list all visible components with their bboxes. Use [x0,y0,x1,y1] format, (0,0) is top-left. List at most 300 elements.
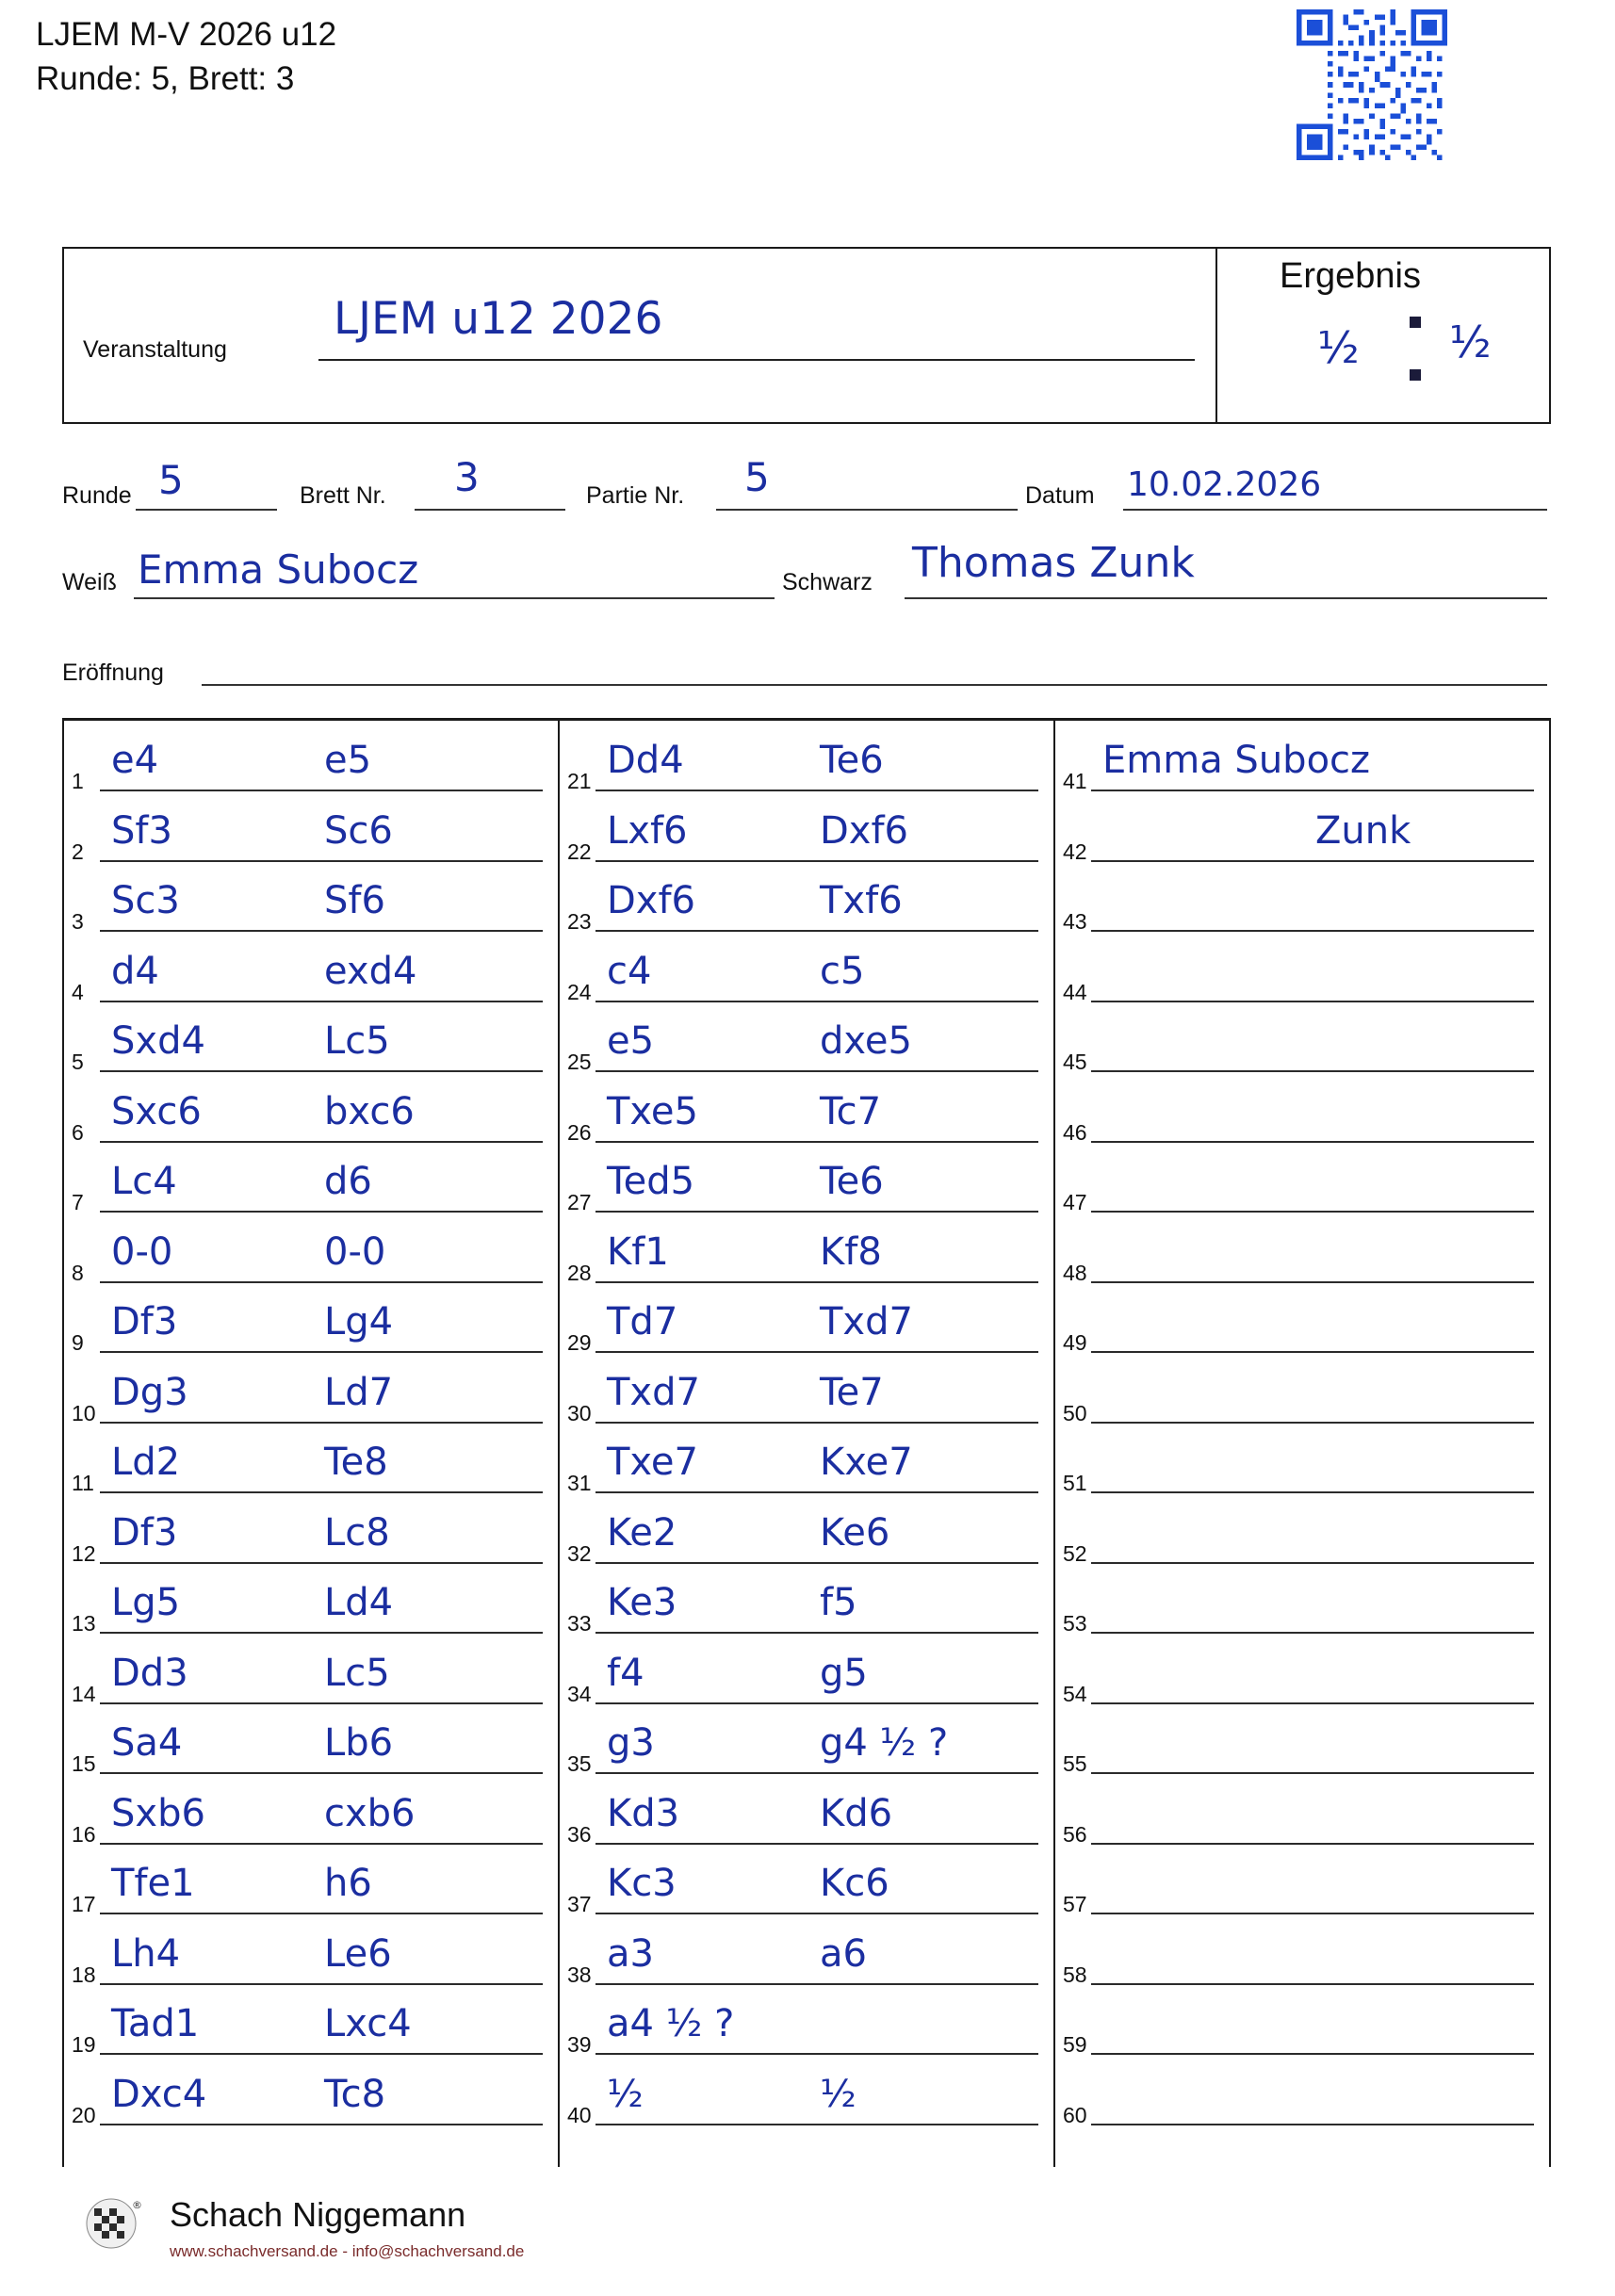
move-number: 41 [1063,769,1087,793]
move-number: 59 [1063,2032,1087,2057]
move-number: 49 [1063,1330,1087,1355]
move-number: 23 [567,909,592,934]
move-row [565,1152,1061,1223]
black-move[interactable]: f5 [820,1581,857,1624]
black-move[interactable]: Lc5 [324,1019,390,1063]
move-rule [1091,930,1534,932]
table-top-rule [62,718,1551,721]
move-rule [1091,1070,1534,1072]
white-move[interactable]: Sxc6 [111,1089,202,1133]
white-move[interactable]: Ke3 [607,1581,677,1624]
ergebnis-label: Ergebnis [1280,256,1421,296]
move-rule [595,790,1038,791]
move-rule [100,1070,543,1072]
move-number: 53 [1063,1611,1087,1636]
move-row [1061,942,1557,1013]
move-number: 60 [1063,2102,1087,2127]
move-number: 38 [567,1962,592,1987]
move-row [70,1644,565,1715]
black-move[interactable]: e5 [324,739,372,782]
move-row [565,1433,1061,1504]
black-move[interactable]: Tc7 [820,1089,882,1133]
move-rule [1091,790,1534,791]
move-number: 35 [567,1751,592,1776]
move-row [1061,1995,1557,2065]
move-row [565,1083,1061,1153]
move-row [1061,1573,1557,1644]
move-number: 56 [1063,1821,1087,1847]
box-divider [1215,249,1217,422]
move-number: 11 [72,1471,94,1495]
move-rule [595,1491,1038,1493]
white-move[interactable]: Lg5 [111,1581,181,1624]
move-rule [100,930,543,932]
move-number: 3 [72,909,84,934]
move-rule [1091,1281,1534,1283]
move-number: 54 [1063,1681,1087,1706]
move-number: 48 [1063,1260,1087,1285]
white-move[interactable]: Dd3 [111,1651,188,1695]
move-row [70,1363,565,1434]
move-row [565,1995,1061,2065]
white-move[interactable]: Txe5 [607,1089,698,1133]
move-rule [1091,1843,1534,1845]
runde-label: Runde [62,482,132,509]
partie-rule [716,509,1018,511]
black-move[interactable]: Kd6 [820,1791,893,1835]
black-move[interactable]: Ke6 [820,1510,890,1555]
move-rule [595,2124,1038,2125]
header-tournament: LJEM M-V 2026 u12 [36,16,337,53]
move-rule [595,1632,1038,1634]
move-row [1061,1363,1557,1434]
move-row [70,942,565,1013]
black-move[interactable]: Lb6 [324,1721,394,1765]
move-rule [1091,1351,1534,1353]
move-rule [100,1141,543,1143]
move-row [565,2065,1061,2136]
brett-rule [415,509,565,511]
white-move[interactable]: Kf1 [607,1229,669,1274]
black-move[interactable]: dxe5 [820,1019,912,1063]
black-move[interactable]: Lc8 [324,1510,390,1555]
move-rule [595,1281,1038,1283]
qr-code [1297,9,1447,160]
white-move[interactable]: Lh4 [111,1931,181,1976]
move-row [70,1573,565,1644]
move-rule [1091,1211,1534,1213]
weiss-value[interactable]: Emma Subocz [138,546,419,593]
move-row [565,871,1061,942]
move-row [565,1644,1061,1715]
black-move[interactable]: Dxf6 [820,808,909,853]
move-rule [100,1562,543,1564]
event-result-box [62,247,1551,424]
weiss-rule [134,597,775,599]
move-rule [1091,1632,1534,1634]
datum-label: Datum [1025,482,1095,509]
move-row [70,1854,565,1925]
move-rule [100,790,543,791]
white-move[interactable]: Sxd4 [111,1019,205,1063]
move-number: 52 [1063,1540,1087,1566]
move-rule [100,2053,543,2055]
move-rule [595,1913,1038,1914]
move-number: 16 [72,1821,96,1847]
move-row [70,1995,565,2065]
result-black-value[interactable]: ½ [1449,317,1492,367]
move-number: 8 [72,1260,84,1285]
partie-value[interactable]: 5 [744,454,770,500]
move-row [1061,1644,1557,1715]
move-row [70,1433,565,1504]
move-number: 14 [72,1681,96,1706]
move-rule [100,1491,543,1493]
black-move[interactable]: Kc6 [820,1862,889,1905]
result-white-value[interactable]: ½ [1317,322,1360,373]
table-vline-left [62,718,64,2167]
white-move[interactable]: Emma Subocz [1102,739,1371,782]
move-row [1061,1012,1557,1083]
move-number: 55 [1063,1751,1087,1776]
move-rule [595,1211,1038,1213]
move-number: 27 [567,1190,592,1214]
move-rule [1091,1491,1534,1493]
move-row [70,1504,565,1574]
move-row [565,1784,1061,1855]
move-row [1061,1083,1557,1153]
datum-rule [1123,509,1547,511]
brett-label: Brett Nr. [300,482,386,509]
black-move[interactable]: Te6 [820,1160,884,1203]
move-rule [595,2053,1038,2055]
veranstaltung-label: Veranstaltung [83,336,227,363]
move-number: 51 [1063,1471,1087,1495]
move-number: 15 [72,1751,96,1776]
black-move[interactable]: Te7 [820,1370,884,1414]
white-move[interactable]: e5 [607,1019,655,1063]
move-row [565,1714,1061,1784]
move-row [1061,1925,1557,1995]
move-row [70,1012,565,1083]
move-rule [1091,1422,1534,1424]
move-rule [1091,1702,1534,1704]
move-rule [1091,2124,1534,2125]
move-number: 6 [72,1119,84,1145]
move-row [70,1784,565,1855]
move-number: 57 [1063,1892,1087,1916]
white-move[interactable]: Dd4 [607,739,684,782]
move-number: 58 [1063,1962,1087,1987]
move-row [565,1854,1061,1925]
move-rule [595,1772,1038,1774]
veranstaltung-rule [318,359,1195,361]
page-header [36,13,884,101]
white-move[interactable]: Df3 [111,1300,178,1343]
black-move[interactable]: Te6 [820,739,884,782]
footer [83,2188,742,2282]
move-row [565,1573,1061,1644]
move-row [565,802,1061,872]
move-row [1061,1784,1557,1855]
move-number: 20 [72,2102,96,2127]
white-move[interactable]: Dg3 [111,1370,188,1414]
black-move[interactable]: exd4 [324,949,417,993]
move-number: 10 [72,1400,96,1425]
move-number: 17 [72,1892,96,1916]
move-number: 36 [567,1821,592,1847]
move-rule [100,1843,543,1845]
move-rule [595,1843,1038,1845]
black-move[interactable]: cxb6 [324,1791,416,1835]
move-row [565,731,1061,802]
black-move[interactable]: Le6 [324,1931,392,1976]
move-number: 28 [567,1260,592,1285]
move-number: 37 [567,1892,592,1916]
move-number: 19 [72,2032,96,2057]
move-rule [100,1211,543,1213]
move-number: 44 [1063,979,1087,1004]
footer-brand: Schach Niggemann [170,2195,466,2234]
schwarz-value[interactable]: Thomas Zunk [912,539,1195,587]
move-rule [100,1422,543,1424]
black-move[interactable]: Lxc4 [324,2002,412,2045]
white-move[interactable]: e4 [111,739,159,782]
move-number: 40 [567,2102,592,2127]
black-move[interactable]: d6 [324,1160,372,1203]
white-move[interactable]: g3 [607,1721,655,1765]
move-number: 21 [567,769,592,793]
move-row [565,1012,1061,1083]
move-row [1061,1714,1557,1784]
black-move[interactable]: bxc6 [324,1089,415,1133]
eroeffnung-label: Eröffnung [62,659,164,686]
move-rule [100,2124,543,2125]
white-move[interactable]: Ted5 [607,1160,695,1203]
moves-column-3 [1061,731,1557,2135]
runde-value[interactable]: 5 [158,457,184,503]
move-rule [595,860,1038,862]
move-rule [595,1351,1038,1353]
white-move[interactable]: Kd3 [607,1791,680,1835]
white-move[interactable]: a4 ½ ? [607,2002,735,2045]
brett-value[interactable]: 3 [454,454,480,500]
move-row [70,1714,565,1784]
move-rule [595,1422,1038,1424]
white-move[interactable]: 0-0 [111,1229,173,1274]
move-rule [1091,1562,1534,1564]
white-move[interactable]: Sc3 [111,879,180,922]
white-move[interactable]: f4 [607,1651,644,1695]
move-rule [1091,2053,1534,2055]
eroeffnung-rule [202,684,1547,686]
white-move[interactable]: Txe7 [607,1441,698,1484]
move-number: 22 [567,839,592,864]
move-rule [100,1702,543,1704]
move-number: 31 [567,1471,592,1495]
move-rule [595,1983,1038,1985]
move-row [1061,1293,1557,1363]
schwarz-rule [905,597,1547,599]
white-move[interactable]: Df3 [111,1510,178,1555]
black-move[interactable]: Lc5 [324,1651,390,1695]
move-row [565,1504,1061,1574]
move-number: 2 [72,839,84,864]
black-move[interactable]: Te8 [324,1441,388,1484]
move-number: 43 [1063,909,1087,934]
weiss-label: Weiß [62,569,117,595]
move-number: 46 [1063,1119,1087,1145]
partie-label: Partie Nr. [586,482,685,509]
black-move[interactable]: Zunk [1315,808,1411,853]
move-number: 4 [72,979,84,1004]
move-number: 7 [72,1190,84,1214]
footer-web: www.schachversand.de - info@schachversand.de [170,2242,525,2260]
move-row [70,802,565,872]
move-row [1061,731,1557,802]
move-number: 9 [72,1330,84,1355]
black-move[interactable]: Ld4 [324,1581,394,1624]
move-row [1061,802,1557,872]
move-rule [1091,1001,1534,1002]
black-move[interactable]: c5 [820,949,865,993]
move-row [565,942,1061,1013]
move-row [70,1293,565,1363]
white-move[interactable]: Lxf6 [607,808,688,853]
move-rule [100,1632,543,1634]
move-row [70,1152,565,1223]
black-move[interactable]: Sf6 [324,879,385,922]
move-row [70,731,565,802]
white-move[interactable]: Ld2 [111,1441,181,1484]
move-rule [100,1001,543,1002]
move-row [1061,1223,1557,1294]
move-number: 32 [567,1540,592,1566]
white-move[interactable]: Ke2 [607,1510,677,1555]
move-row [70,1083,565,1153]
black-move[interactable]: Ld7 [324,1370,394,1414]
white-move[interactable]: Sxb6 [111,1791,205,1835]
move-rule [100,1351,543,1353]
black-move[interactable]: 0-0 [324,1229,386,1274]
move-number: 33 [567,1611,592,1636]
white-move[interactable]: Td7 [607,1300,678,1343]
move-rule [1091,1141,1534,1143]
move-rule [100,1913,543,1914]
white-move[interactable]: c4 [607,949,652,993]
move-number: 50 [1063,1400,1087,1425]
white-move[interactable]: ½ [607,2072,644,2116]
move-row [1061,1433,1557,1504]
black-move[interactable]: g4 ½ ? [820,1721,949,1765]
move-number: 18 [72,1962,96,1987]
move-row [1061,1854,1557,1925]
move-rule [100,860,543,862]
move-row [1061,2065,1557,2136]
move-rule [1091,860,1534,862]
move-row [1061,1152,1557,1223]
veranstaltung-value[interactable]: LJEM u12 2026 [334,293,663,345]
move-rule [1091,1983,1534,1985]
result-colon-icon [1410,317,1423,384]
moves-column-1 [70,731,565,2135]
move-row [565,1223,1061,1294]
black-move[interactable]: Txf6 [820,879,903,922]
white-move[interactable]: Sf3 [111,808,172,853]
move-rule [595,1070,1038,1072]
move-rule [100,1772,543,1774]
move-row [1061,871,1557,942]
schwarz-label: Schwarz [782,569,873,595]
black-move[interactable]: Kxe7 [820,1441,913,1484]
move-rule [100,1983,543,1985]
move-rule [1091,1772,1534,1774]
move-rule [595,1141,1038,1143]
black-move[interactable]: Txd7 [820,1300,913,1343]
move-rule [595,1702,1038,1704]
white-move[interactable]: Sa4 [111,1721,183,1765]
move-rule [595,930,1038,932]
move-number: 29 [567,1330,592,1355]
move-rule [595,1001,1038,1002]
white-move[interactable]: a3 [607,1931,654,1976]
move-number: 12 [72,1540,96,1566]
move-row [1061,1504,1557,1574]
black-move[interactable]: Sc6 [324,808,393,853]
white-move[interactable]: Tad1 [111,2002,200,2045]
move-number: 26 [567,1119,592,1145]
black-move[interactable]: Lg4 [324,1300,394,1343]
datum-value[interactable]: 10.02.2026 [1127,465,1322,504]
white-move[interactable]: d4 [111,949,159,993]
move-number: 45 [1063,1050,1087,1074]
white-move[interactable]: Kc3 [607,1862,677,1905]
header-round-board: Runde: 5, Brett: 3 [36,59,295,97]
black-move[interactable]: g5 [820,1651,868,1695]
move-row [565,1925,1061,1995]
move-rule [1091,1913,1534,1914]
move-rule [100,1281,543,1283]
white-move[interactable]: Txd7 [607,1370,700,1414]
black-move[interactable]: Kf8 [820,1229,882,1274]
black-move[interactable]: a6 [820,1931,867,1976]
move-number: 25 [567,1050,592,1074]
move-row [70,2065,565,2136]
move-number: 13 [72,1611,96,1636]
black-move[interactable]: ½ [820,2072,856,2116]
move-row [70,1925,565,1995]
move-number: 47 [1063,1190,1087,1214]
move-row [565,1363,1061,1434]
white-move[interactable]: Dxc4 [111,2072,207,2116]
move-number: 42 [1063,839,1087,864]
move-row [565,1293,1061,1363]
white-move[interactable]: Lc4 [111,1160,177,1203]
white-move[interactable]: Tfe1 [111,1862,195,1905]
svg-text:®: ® [132,2199,142,2211]
runde-rule [136,509,277,511]
black-move[interactable]: Tc8 [324,2072,386,2116]
moves-column-2 [565,731,1061,2135]
schach-niggemann-logo-icon [83,2191,147,2255]
move-rule [595,1562,1038,1564]
move-row [70,871,565,942]
move-row [70,1223,565,1294]
moves-table [62,718,1551,2169]
black-move[interactable]: h6 [324,1862,372,1905]
move-number: 5 [72,1050,84,1074]
white-move[interactable]: Dxf6 [607,879,696,922]
